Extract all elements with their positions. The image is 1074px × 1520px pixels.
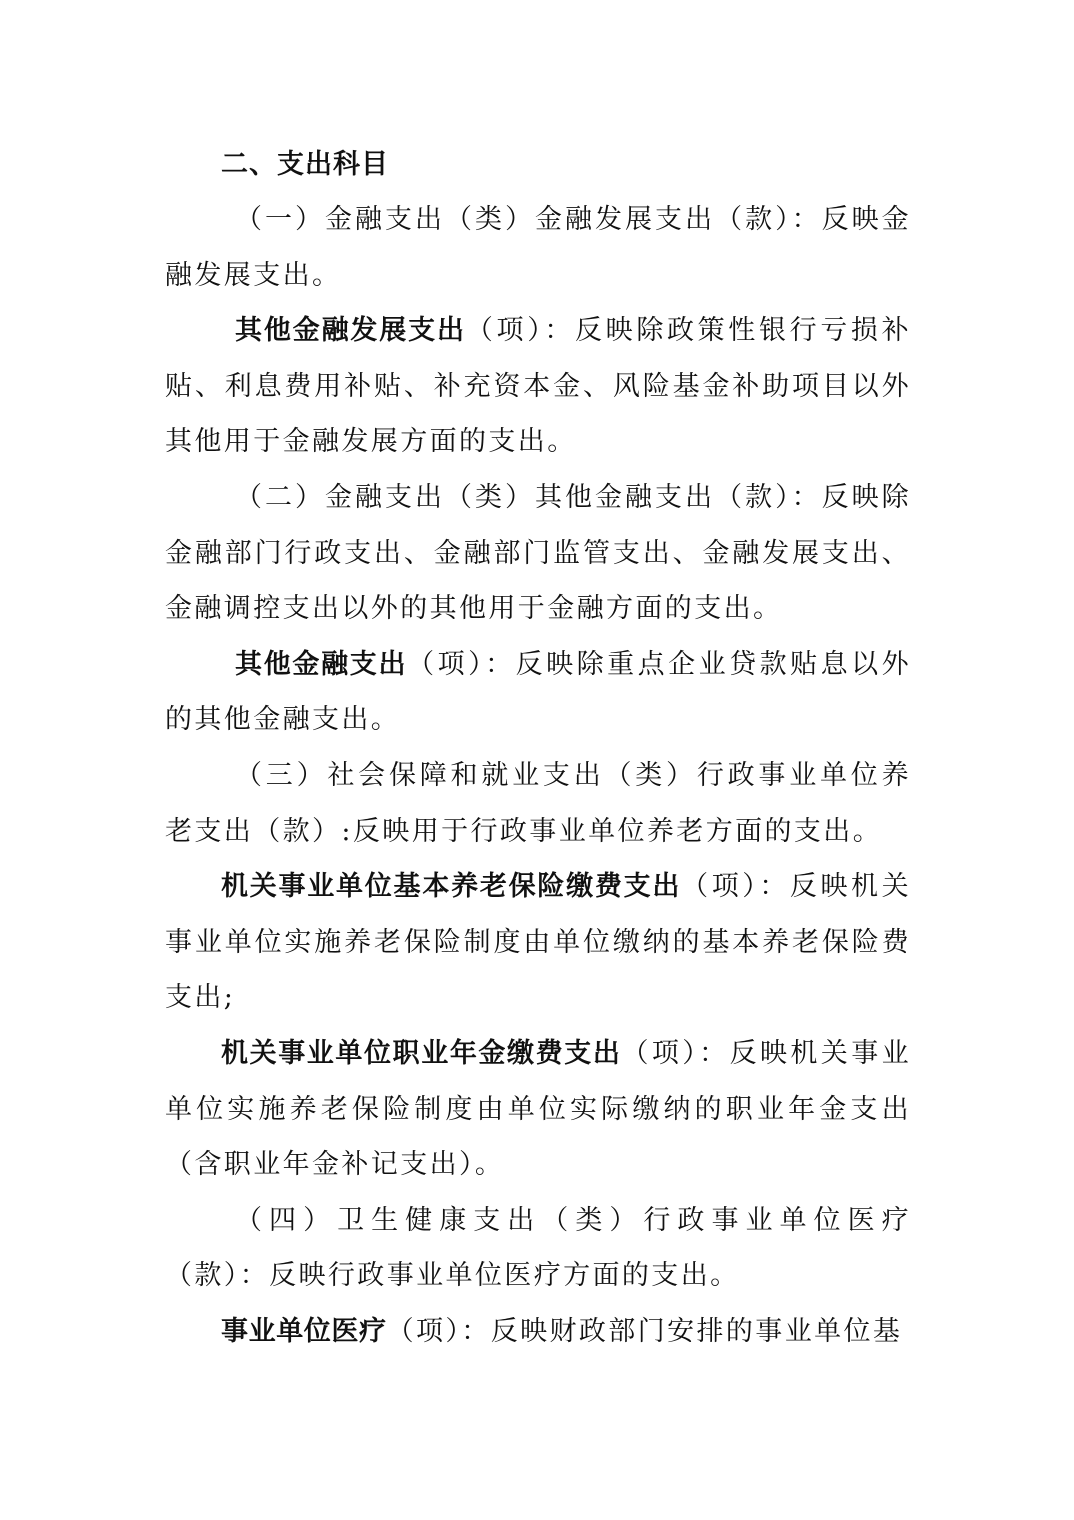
paragraph-public-institution-medical-item (165, 1304, 911, 1360)
paragraph-occupational-annuity-item (165, 1026, 911, 1193)
paragraph-social-security-category (165, 748, 911, 859)
paragraph-health-category (165, 1193, 911, 1304)
paragraph-text: （项）：反映机关事业单位实施养老保险制度由单位实际缴纳的职业年金支出（含职业年金补记支出）。 (165, 1037, 912, 1181)
paragraph-other-finance-development-item (165, 303, 911, 470)
paragraph-text: （一）金融支出（类）金融发展支出（款）：反映金融发展支出。 (165, 204, 911, 291)
paragraph-text: （项）：反映财政部门安排的事业单位基 (386, 1315, 903, 1347)
item-title: 其他金融发展支出 (235, 315, 466, 347)
paragraph-text: （二）金融支出（类）其他金融支出（款）：反映除金融部门行政支出、金融部门监管支出、金融发展支出、金融调控支出以外的其他用于金融方面的支出。 (165, 481, 911, 625)
item-title: 机关事业单位基本养老保险缴费支出 (221, 871, 682, 903)
paragraph-text: （项）：反映除政策性银行亏损补贴、利息费用补贴、补充资本金、风险基金补助项目以外其他用于金融发展方面的支出。 (165, 315, 911, 458)
item-title: 事业单位医疗 (221, 1315, 387, 1347)
item-title: 机关事业单位职业年金缴费支出 (221, 1037, 622, 1069)
paragraph-text: （四）卫生健康支出（类）行政事业单位医疗（款）：反映行政事业单位医疗方面的支出。 (165, 1204, 911, 1292)
paragraph-finance-development-category (165, 192, 911, 303)
paragraph-basic-pension-item (165, 859, 911, 1026)
item-title: 其他金融支出 (235, 648, 408, 680)
paragraph-text: （三）社会保障和就业支出（类）行政事业单位养老支出（款）:反映用于行政事业单位养老方面的支出。 (165, 759, 911, 847)
paragraph-text: （项）：反映机关事业单位实施养老保险制度由单位缴纳的基本养老保险费支出; (165, 871, 911, 1014)
paragraph-other-finance-item (165, 637, 911, 748)
document-page (165, 138, 911, 1359)
section-heading: 二、支出科目 (221, 149, 389, 180)
paragraph-text: （项）：反映除重点企业贷款贴息以外的其他金融支出。 (165, 648, 911, 736)
paragraph-other-finance-category (165, 470, 911, 637)
